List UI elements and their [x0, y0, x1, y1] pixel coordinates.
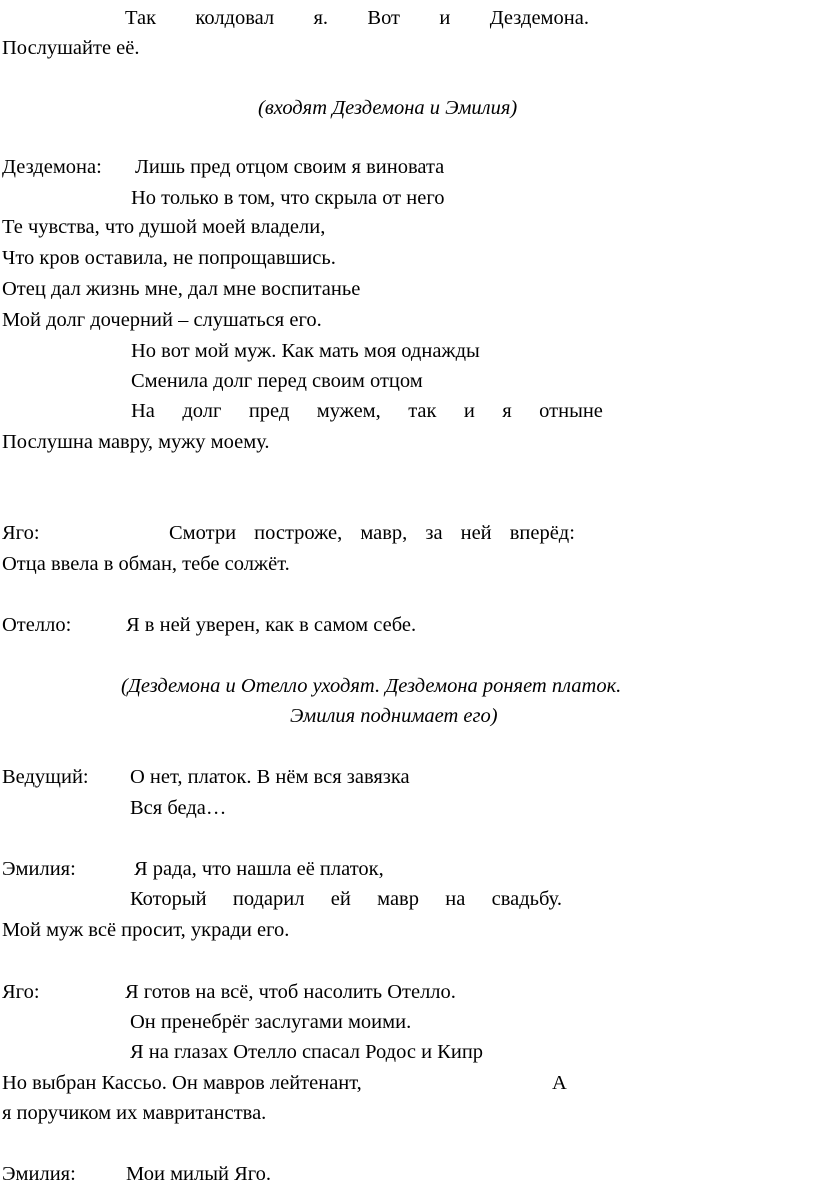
- word: Вот: [367, 7, 401, 29]
- word: за: [425, 522, 443, 544]
- word: мавр: [377, 888, 419, 910]
- verse-line: Он пренебрёг заслугами моими.: [130, 1011, 412, 1033]
- verse-line: Но вот мой муж. Как мать моя однажды: [131, 340, 480, 362]
- word: на: [445, 888, 466, 910]
- verse-line: О нет, платок. В нём вся завязка: [130, 766, 410, 788]
- verse-line: Отца ввела в обман, тебе солжёт.: [2, 553, 290, 575]
- word: и: [463, 400, 475, 422]
- verse-line: Я в ней уверен, как в самом себе.: [126, 614, 417, 636]
- word: я.: [313, 7, 329, 29]
- word: подарил: [232, 888, 305, 910]
- word: Смотри: [169, 522, 237, 544]
- speaker-name: Отелло:: [2, 614, 72, 636]
- word: ней: [460, 522, 492, 544]
- verse-line-justified: [125, 6, 589, 30]
- word: я: [502, 400, 512, 422]
- speaker-name: Яго:: [2, 522, 40, 544]
- stage-direction: (входят Дездемона и Эмилия): [258, 97, 518, 119]
- word: и: [439, 7, 451, 29]
- word: На: [131, 400, 155, 422]
- verse-line: Мой муж всё просит, укради его.: [2, 919, 290, 941]
- word: отныне: [539, 400, 603, 422]
- verse-line: Послушайте её.: [2, 37, 140, 59]
- verse-line: Но только в том, что скрыла от него: [131, 187, 445, 209]
- word: Так: [125, 7, 157, 29]
- stage-direction: (Дездемона и Отелло уходят. Дездемона роняет платок.: [121, 675, 622, 697]
- verse-line-end: А: [552, 1072, 567, 1094]
- verse-line: Отец дал жизнь мне, дал мне воспитанье: [2, 278, 361, 300]
- verse-line: я поручиком их мавританства.: [2, 1102, 267, 1124]
- speaker-name: Эмилия:: [2, 1163, 76, 1185]
- verse-line: Те чувства, что душой моей владели,: [2, 216, 326, 238]
- word: вперёд:: [509, 522, 575, 544]
- speaker-name: Дездемона:: [2, 156, 102, 178]
- word: пред: [248, 400, 290, 422]
- word: ей: [330, 888, 351, 910]
- word: построже,: [254, 522, 343, 544]
- speaker-name: Эмилия:: [2, 858, 76, 880]
- stage-direction: Эмилия поднимает его): [290, 705, 498, 727]
- verse-line: Я готов на всё, чтоб насолить Отелло.: [125, 981, 456, 1003]
- speaker-name: Ведущий:: [2, 766, 89, 788]
- verse-line-justified: [131, 399, 603, 423]
- verse-line: Что кров оставила, не попрощавшись.: [2, 247, 336, 269]
- word: Дездемона.: [489, 7, 589, 29]
- word: так: [408, 400, 437, 422]
- word: долг: [182, 400, 222, 422]
- verse-line: Но выбран Кассьо. Он мавров лейтенант,: [2, 1072, 362, 1094]
- verse-line: Мой долг дочерний – слушаться его.: [2, 309, 322, 331]
- speaker-name: Яго:: [2, 981, 40, 1003]
- word: колдовал: [195, 7, 275, 29]
- word: мужем,: [316, 400, 381, 422]
- word: свадьбу.: [491, 888, 562, 910]
- verse-line: Послушна мавру, мужу моему.: [2, 431, 270, 453]
- verse-line-justified: [169, 521, 575, 545]
- verse-line-justified: [130, 887, 562, 911]
- verse-line: Я на глазах Отелло спасал Родос и Кипр: [130, 1041, 484, 1063]
- verse-line: Вся беда…: [130, 797, 227, 819]
- verse-line: Лишь пред отцом своим я виновата: [135, 156, 445, 178]
- verse-line: Мои милый Яго.: [126, 1163, 272, 1185]
- verse-line: Сменила долг перед своим отцом: [131, 370, 423, 392]
- word: мавр,: [360, 522, 408, 544]
- verse-line: Я рада, что нашла её платок,: [134, 858, 384, 880]
- word: Который: [130, 888, 207, 910]
